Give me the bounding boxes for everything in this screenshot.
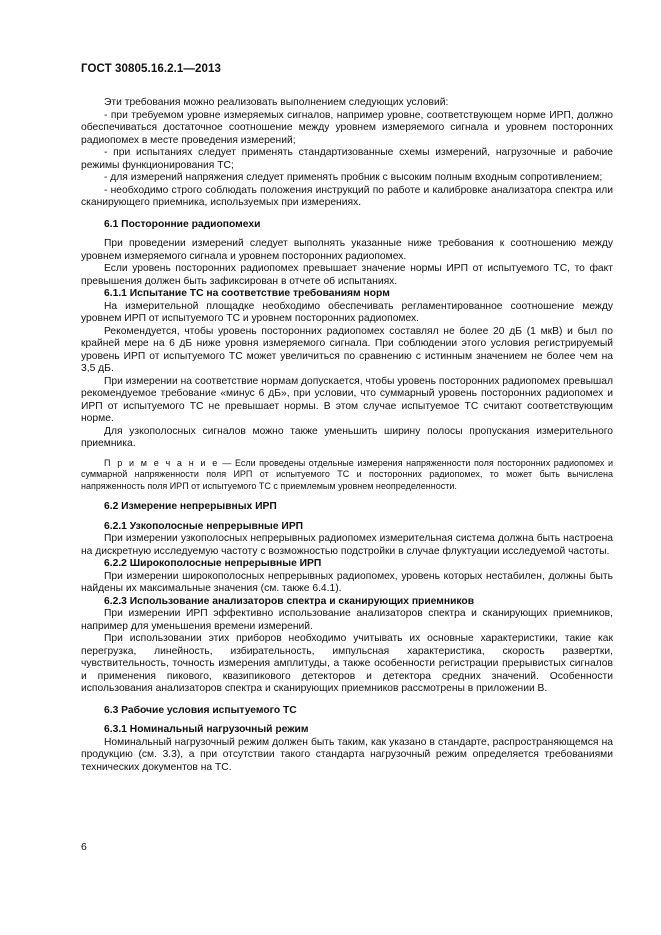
note-text: — Если проведены отдельные измерения напряженности поля посторонних радиопомех и суммарной напряженности поля ИРП от испытуемого ТС и посторонних радиопомех, то может быть вычислена напряженность поля ИРП от испытуемого ТС с приемлемым уровнем неопределенности. [81, 457, 614, 491]
document-body [81, 97, 613, 774]
intro-paragraph: Эти требования можно реализовать выполнением следующих условий: [104, 97, 449, 108]
section-heading-6-3: 6.3 Рабочие условия испытуемого ТС [104, 704, 297, 716]
section-heading-6-3-1: 6.3.1 Номинальный нагрузочный режим [104, 724, 309, 736]
paragraph: При измерении широкополосных непрерывных радиопомех, уровень которых нестабилен, должны быть найдены их максимальные значения (см. также 6.4.1). [81, 570, 613, 595]
paragraph: При измерении узкополосных непрерывных радиопомех измерительная система должна быть настроена на дискретную исследуемую частоту с возможностью подстройки в случае флуктуации исследуемой частоты. [81, 533, 613, 557]
intro-list-item: - при требуемом уровне измеряемых сигналов, например уровне, соответствующем норме ИРП, должно обеспечиваться достаточное соотношение между уровнем измеряемого сигнала и уровнем посторонних радиопомех в месте проведения измерений; [81, 109, 613, 146]
document-header: ГОСТ 30805.16.2.1—2013 [81, 63, 221, 75]
note-label: П р и м е ч а н и е [104, 457, 219, 468]
section-heading-6-2: 6.2 Измерение непрерывных ИРП [104, 501, 277, 513]
section-heading-6-1-1: 6.1.1 Испытание ТС на соответствие требованиям норм [104, 288, 390, 299]
section-heading-6-2-2: 6.2.2 Широкополосные непрерывные ИРП [104, 558, 322, 570]
paragraph: При измерении на соответствие нормам допускается, чтобы уровень посторонних радиопомех превышал рекомендуемое требование «минус 6 дБ», при условии, что суммарный уровень посторонних радиопомех и ИРП от испытуемого ТС не превышает нормы. В этом случае испытуемое ТС считают соответствующим норме. [81, 375, 613, 424]
note [81, 458, 613, 493]
paragraph: Для узкополосных сигналов можно также уменьшить ширину полосы пропускания измерительного приемника. [81, 425, 613, 449]
paragraph: При проведении измерений следует выполнять указанные ниже требования к соотношению между уровнем измеряемого сигнала и уровнем посторонних радиопомех. [81, 238, 613, 262]
intro-list-item: - необходимо строго соблюдать положения инструкций по работе и калибровке анализатора спектра или сканирующего приемника, используемых при измерениях. [81, 184, 613, 208]
intro-list-item: - для измерений напряжения следует применять пробник с высоким полным входным сопротивлением; [104, 172, 603, 183]
section-heading-6-2-3: 6.2.3 Использование анализаторов спектра и сканирующих приемников [104, 595, 475, 607]
paragraph: Если уровень посторонних радиопомех превышает значение нормы ИРП от испытуемого ТС, то факт превышения должен быть зафиксирован в отчете об испытаниях. [81, 263, 613, 287]
page-number: 6 [81, 841, 87, 853]
section-heading-6-1: 6.1 Посторонние радиопомехи [104, 218, 261, 230]
paragraph: Номинальный нагрузочный режим должен быть таким, как указано в стандарте, распространяющемся на продукцию (см. 3.3), а при отсутствии такого стандарта нагрузочный режим определяется требованиями технических документов на ТС. [81, 736, 613, 773]
paragraph: При использовании этих приборов необходимо учитывать их основные характеристики, такие как перегрузка, линейность, избирательность, импульсная характеристика, скорость развертки, чувствительность, точность измерения амплитуды, а также особенности регистрации прерывистых сигналов и применения пикового, квазипикового детекторов и детектора средних значений. Особенности использования анализаторов спектра и сканирующих приемников рассмотрены в приложении В. [81, 633, 613, 695]
intro-list-item: - при испытаниях следует применять стандартизованные схемы измерений, нагрузочные и рабочие режимы функционирования ТС; [81, 147, 613, 171]
paragraph: На измерительной площадке необходимо обеспечивать регламентированное соотношение между уровнем ИРП от испытуемого ТС и уровнем посторонних радиопомех. [81, 300, 613, 324]
paragraph: Рекомендуется, чтобы уровень посторонних радиопомех составлял не более 20 дБ (1 мкВ) и был по крайней мере на 6 дБ ниже уровня измеряемого сигнала. При соблюдении этого условия регистрируемый уровень ИРП от испытуемого ТС может увеличиться по сравнению с истинным значением не более чем на 3,5 дБ. [81, 325, 613, 374]
paragraph: При измерении ИРП эффективно использование анализаторов спектра и сканирующих приемников, например для уменьшения времени измерений. [81, 608, 613, 632]
section-heading-6-2-1: 6.2.1 Узкополосные непрерывные ИРП [104, 520, 304, 532]
